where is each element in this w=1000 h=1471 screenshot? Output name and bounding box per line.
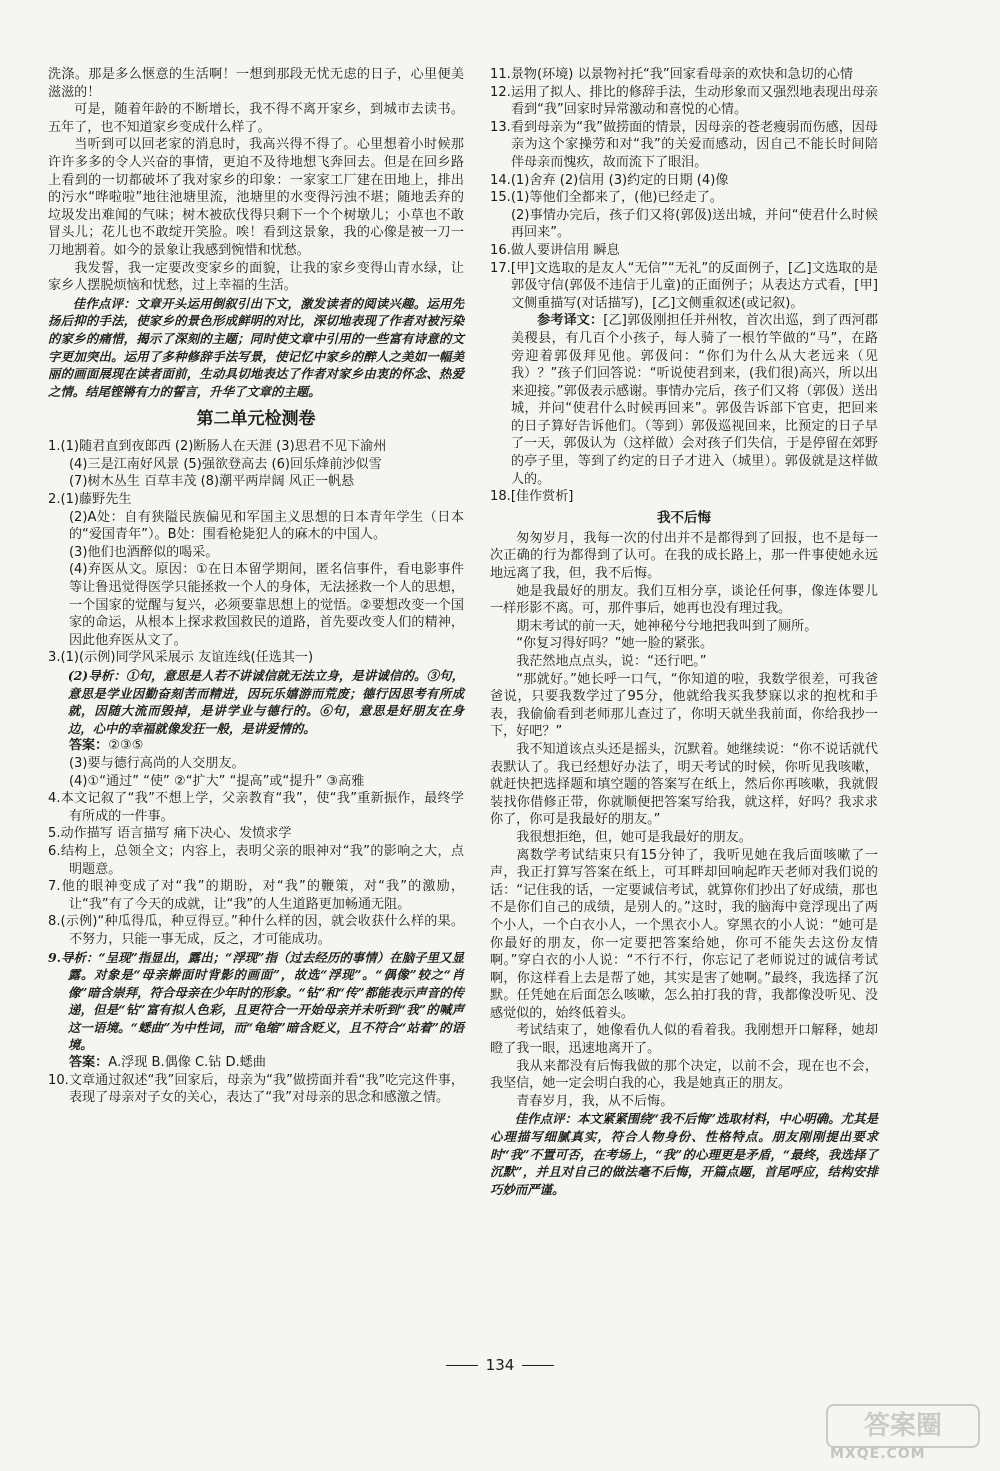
answer-4: 4.本文记叙了“我”不想上学，父亲教育“我”，使“我”重新振作，最终学有所成的一件事。 — [48, 791, 464, 824]
dash-left — [446, 1365, 478, 1366]
answer-17: 17.[甲]文选取的是友人“无信”“无礼”的反面例子，[乙]文选取的是郭伋守信(郭伋不违信于儿童)的正面例子；从表达方式看，[甲]文侧重描写(对话描写)，[乙]文侧重叙述(或记叙)。 — [490, 260, 878, 311]
answer-6: 6.结构上，总领全文；内容上，表明父亲的眼神对“我”的影响之大，点明题意。 — [48, 843, 464, 877]
watermark-logo: 答案圈 — [826, 1404, 980, 1448]
answer-5: 5.动作描写 语言描写 痛下决心、发愤求学 — [48, 826, 292, 842]
essay-paragraph: “你复习得好吗？”她一脸的紧张。 — [516, 636, 714, 652]
dash-right — [522, 1365, 554, 1366]
answer-14: 14.(1)舍弃 (2)信用 (3)约定的日期 (4)像 — [490, 172, 729, 188]
essay-paragraph: 期末考试的前一天，她神秘兮兮地把我叫到了厕所。 — [516, 618, 818, 634]
answer-3-line: (3)要与德行高尚的人交朋友。 — [68, 755, 245, 771]
answer-2: 2.(1)藤野先生 — [48, 492, 132, 508]
page-number — [0, 1356, 1000, 1374]
answer-12: 12.运用了拟人、排比的修辞手法，生动形象而又强烈地表现出母亲看到“我”回家时异常激动和喜悦的心情。 — [490, 84, 878, 118]
answer-13: 13.看到母亲为“我”做捞面的情景，因母亲的苍老瘦弱而伤感，因母亲为这个家操劳和对“我”的关爱而感动，因自己不能长时间陪伴母亲而愧疚，故而流下了眼泪。 — [490, 119, 878, 170]
answer-15: 15.(1)等他们全都来了，(他)已经走了。 — [490, 190, 723, 206]
essay-paragraph: “那就好。”她长呼一口气，“你知道的啦，我数学很差，可我爸爸说，只要我数学过了95分，他就给我买我梦寐以求的抱枕和手表，我偷偷看到老师那儿查过了，你明天就坐我前面，你给我抄一下，好吧？” — [490, 671, 878, 740]
answer-1: 1.(1)随君直到夜郎西 (2)断肠人在天涯 (3)思君不见下渝州 — [48, 439, 387, 455]
answer-9-key — [48, 1054, 464, 1072]
essay-paragraph: 当听到可以回老家的消息时，我高兴得不得了。心里想着小时候那许许多多的令人兴奋的事情，更迫不及待地想飞奔回去。但是在回乡路上看到的一切都破坏了我对家乡的印象：一家家工厂建在田地上，排出的污水“哗啦啦”地往池塘里流，池塘里的水变得污浊不堪；随地丢弃的垃圾发出难闻的气味；树木被砍伐得只剩下一个个树墩儿；小草也不敢冒头儿；花儿也不敢绽开笑脸。唉！看到这景象，我的心像是被一刀一刀地割着。如今的景象让我感到惋惜和忧愁。 — [48, 137, 464, 258]
left-column — [48, 66, 464, 1107]
answer-18-label: 18.[佳作赏析] — [490, 489, 574, 505]
translation-label: 参考译文： — [537, 313, 604, 329]
answer-3: 3.(1)(示例)同学风采展示 友谊连线(任选其一) — [48, 650, 314, 666]
answer-17-translation — [490, 312, 878, 488]
essay-paragraph: 她是我最好的朋友。我们互相分享，谈论任何事，像连体婴儿一样形影不离。可，那件事后，她再也没有理过我。 — [490, 583, 878, 617]
essay-paragraph: 我发誓，我一定要改变家乡的面貌，让我的家乡变得山青水绿，让家乡人摆脱烦恼和忧愁，过上幸福的生活。 — [48, 260, 464, 294]
essay-comment: 佳作点评：本文紧紧围绕“我不后悔”选取材料，中心明确。尤其是心理描写细腻真实，符合人物身份、性格特点。朋友刚刚提出要求时“我”不置可否，在考场上，“我”的心理更是矛盾，“最终，我选择了沉默”，并且对自己的做法毫不后悔，开篇点题，首尾呼应，结构安排巧妙而严谨。 — [490, 1111, 878, 1197]
essay-paragraph: 我茫然地点点头，说：“还行吧。” — [516, 654, 707, 669]
answer-3-key — [48, 737, 464, 755]
watermark-url: MXQE.COM — [830, 1446, 926, 1462]
translation-text: [乙]郭伋刚担任并州牧，首次出巡，到了西河郡美稷县，有几百个小孩子，每人骑了一根竹竿做的“马”，在路旁迎着郭伋拜见他。郭伋问：“你们为什么从大老远来（见我）？”孩子们回答说：“听说使君到来，(我们很)高兴，所以出来迎接。”郭伋表示感谢。事情办完后，孩子们又将（郭伋）送出城，并问“使君什么时候再回来”。郭伋告诉部下官吏，把回来的日子算好告诉他们。（等到）郭伋巡视回来，比预定的日子早了一天，郭伋认为（这样做）会对孩子们失信，于是停留在郊野的亭子里，等到了约定的日子才进入（城里）。郭伋就是这样做人的。 — [510, 313, 879, 487]
answer-2-line: (3)他们也酒醉似的喝采。 — [68, 544, 219, 560]
essay-paragraph: 我从来都没有后悔我做的那个决定，以前不会，现在也不会，我坚信，她一定会明白我的心，我是她真正的朋友。 — [490, 1058, 878, 1092]
essay-paragraph: 青春岁月，我，从不后悔。 — [516, 1093, 674, 1109]
answer-3-line: (4)①“通过” “使” ②“扩大” “提高”或“提升” ③高雅 — [68, 773, 365, 789]
essay-paragraph: 洗涤。那是多么惬意的生活啊！一想到那段无忧无虑的日子，心里便美滋滋的！ — [48, 67, 464, 100]
watermark — [826, 1404, 986, 1464]
essay-paragraph: 我很想拒绝，但，她可是我最好的朋友。 — [516, 829, 752, 845]
answer-7: 7.他的眼神变成了对“我”的期盼，对“我”的鞭策，对“我”的激励，让“我”有了今天的成就，让“我”的人生道路更加畅通无阻。 — [48, 879, 464, 912]
answer-3-guide: (2)导析：①句，意思是人若不讲诚信就无法立身，是讲诚信的。③句，意思是学业因勤奋刻苦而精进，因玩乐嬉游而荒废；德行因思考有所成就，因随大流而毁掉，是讲学业与德行的。⑥句，意思是好朋友在身边，心中的幸福就像发狂一般，是讲爱情的。 — [67, 668, 464, 736]
right-column — [490, 66, 878, 1198]
essay-comment: 佳作点评：文章开头运用倒叙引出下文，激发读者的阅读兴趣。运用先扬后抑的手法，使家乡的景色形成鲜明的对比，深切地表现了作者对被污染的家乡的痛惜，揭示了深刻的主题；同时使文章中引用的一些富有诗意的文字更加突出。运用了多种修辞手法写景，使记忆中家乡的醉人之美如一幅美丽的画面展现在读者面前，生动具切地表达了作者对家乡由衷的怀念、热爱之情。结尾铿锵有力的誓言，升华了文章的主题。 — [48, 295, 464, 399]
answer-16: 16.做人要讲信用 瞬息 — [490, 242, 620, 258]
answer-9-value: A.浮现 B.偶像 C.钻 D.蟋曲 — [108, 1055, 266, 1071]
essay-title: 我不后悔 — [657, 509, 711, 526]
answer-10: 10.文章通过叙述“我”回家后，母亲为“我”做捞面并看“我”吃完这件事，表现了母亲对子女的关心，表达了“我”对母亲的思念和感激之情。 — [48, 1072, 464, 1106]
answer-1-line: (4)三是江南好风景 (5)强欲登高去 (6)回乐烽前沙似雪 — [68, 456, 382, 472]
unit-title: 第二单元检测卷 — [196, 409, 316, 430]
answer-1-line: (7)树木丛生 百草丰茂 (8)潮平两岸阔 风正一帆悬 — [68, 474, 355, 490]
answer-8: 8.(示例)“种瓜得瓜，种豆得豆。”种什么样的因，就会收获什么样的果。不努力，只能一事无成，反之，才可能成功。 — [48, 914, 464, 947]
essay-paragraph: 可是，随着年龄的不断增长，我不得不离开家乡，到城市去读书。五年了，也不知道家乡变成什么样了。 — [48, 102, 464, 135]
answer-11: 11.景物(环境) 以景物衬托“我”回家看母亲的欢快和急切的心情 — [490, 67, 854, 82]
page-number-text: 134 — [485, 1356, 515, 1374]
essay-paragraph: 我不知道该点头还是摇头，沉默着。她继续说：“你不说话就代表默认了。我已经想好办法了，明天考试的时候，你听见我咳嗽，就赶快把选择题和填空题的答案写在纸上，然后你再咳嗽，我就假装找你借修正带，你就顺便把答案写给我，就这样，好吗？我求求你了，你可是我最好的朋友。” — [490, 741, 878, 828]
answer-2-line: (4)弃医从文。原因：①在日本留学期间，匿名信事件，看电影事件等让鲁迅觉得医学只能拯救一个人的身体，无法拯救一个人的思想，一个国家的觉醒与复兴，必须要靠思想上的觉悟。②要想改变一个国家的命运，从根本上探求救国救民的道路，首先要改变人们的精神，因此他弃医从文了。 — [68, 562, 464, 648]
essay-paragraph: 匆匆岁月，我每一次的付出并不是都得到了回报，也不是每一次正确的行为都得到了认可。在我的成长路上，那一件事使她永远地远离了我，但，我不后悔。 — [490, 530, 878, 582]
answer-3-value: ②③⑤ — [108, 738, 144, 754]
answer-2-line: (2)A处：自有狭隘民族偏见和军国主义思想的日本青年学生（日本的“爱国青年”）。B处：围看枪毙犯人的麻木的中国人。 — [68, 509, 464, 543]
answer-label: 答案： — [68, 1055, 109, 1071]
answer-9-guide: 9.导析：“呈现”指显出，露出；“浮现”指（过去经历的事情）在脑子里又显露。对象是“母亲擀面时背影的画面”，故选“浮现”。“偶像”较之“肖像”暗含崇拜，符合母亲在少年时的形象。“钻”和“传”都能表示声音的传递，但是“钻”富有拟人色彩，且更符合一开始母亲并未听到“我”的喊声这一语境。“蟋曲”为中性词，而“龟缩”暗含贬义，且不符合“站着”的语境。 — [48, 949, 464, 1053]
essay-paragraph: 离数学考试结束只有15分钟了，我听见她在我后面咳嗽了一声，我正打算写答案在纸上，可耳畔却回响起昨天老师对我们说的话：“记住我的话，一定要诚信考试，就算你们抄出了好成绩，那也不是你们自己的成绩，是别人的。”这时，我的脑海中竟浮现出了两个小人，一个白衣小人，一个黑衣小人。穿黑衣的小人说：“她可是你最好的朋友，你一定要把答案给她，你可不能失去这份友情啊。”穿白衣的小人说：“不行不行，你忘记了老师说过的诚信考试啊，你这样看上去是帮了她，其实是害了她啊。”最终，我选择了沉默。任凭她在后面怎么咳嗽，怎么拍打我的背，我都像没听见、没感觉似的，始终低着头。 — [490, 847, 878, 1021]
answer-label: 答案： — [68, 738, 109, 754]
essay-paragraph: 考试结束了，她像看仇人似的看着我。我刚想开口解释，她却瞪了我一眼，迅速地离开了。 — [490, 1023, 878, 1057]
answer-15-line: (2)事情办完后，孩子们又将(郭伋)送出城，并问“使君什么时候再回来”。 — [510, 207, 878, 241]
